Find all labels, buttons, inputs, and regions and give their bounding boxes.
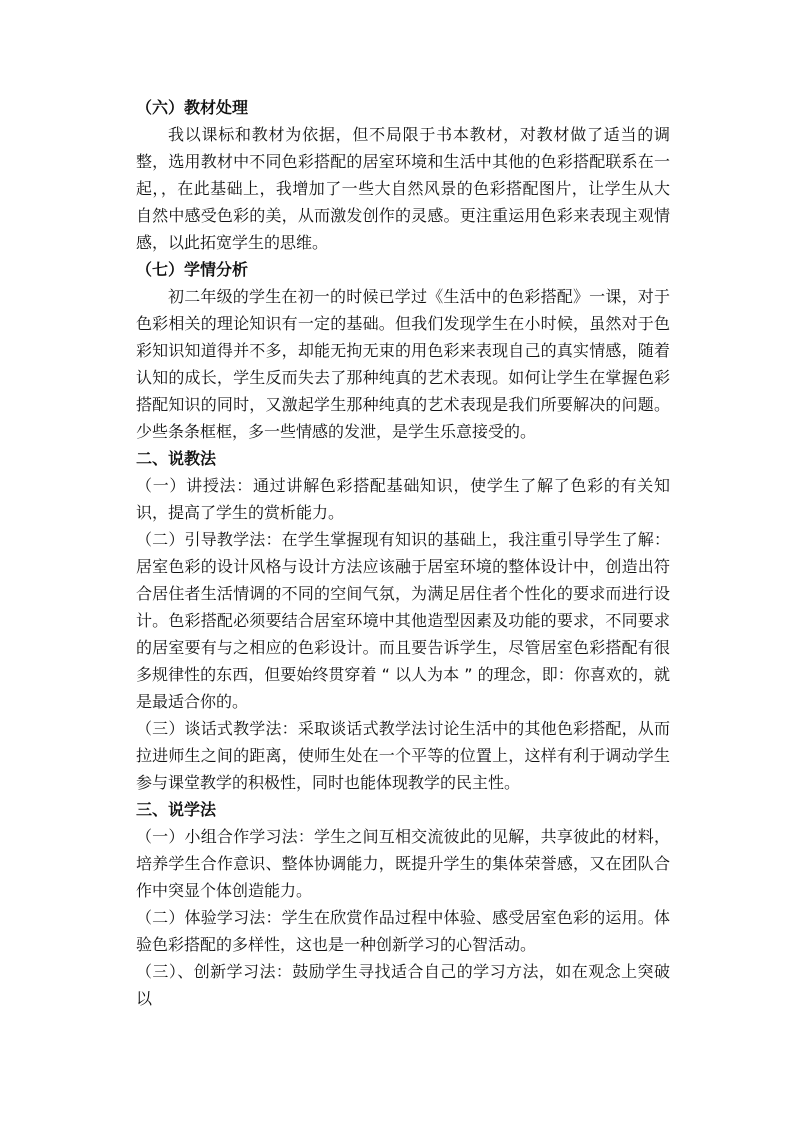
paragraph-experience-learning: （二）体验学习法：学生在欣赏作品过程中体验、感受居室色彩的运用。体验色彩搭配的多样性，这也是一种创新学习的心智活动。 [136,908,670,954]
paragraph-innovative-learning: （三）、创新学习法：鼓励学生寻找适合自己的学习方法，如在观念上突破以 [136,962,670,1008]
paragraph-dialogue-method: （三）谈话式教学法：采取谈话式教学法讨论生活中的其他色彩搭配，从而拉进师生之间的距离，使师生处在一个平等的位置上，这样有利于调动学生参与课堂教学的积极性，同时也能体现教学的民主性。 [136,719,670,792]
section-title-teaching-material: （六）教材处理 [136,98,249,117]
paragraph-student-analysis: 初二年级的学生在初一的时候已学过《生活中的色彩搭配》一课，对于色彩相关的理论知识有一定的基础。但我们发现学生在小时候，虽然对于色彩知识知道得并不多，却能无拘无束的用色彩来表现自己的真实情感，随着认知的成长，学生反而失去了那种纯真的艺术表现。如何让学生在掌握色彩搭配知识的同时，又激起学生那种纯真的艺术表现是我们所要解决的问题。少些条条框框，多一些情感的发泄，是学生乐意接受的。 [136,287,670,441]
paragraph-guided-method: （二）引导教学法：在学生掌握现有知识的基础上，我注重引导学生了解：居室色彩的设计风格与设计方法应该融于居室环境的整体设计中，创造出符合居住者生活情调的不同的空间气氛，为满足居住者个性化的要求而进行设计。色彩搭配必须要结合居室环境中其他造型因素及功能的要求，不同要求的居室要有与之相应的色彩设计。而且要告诉学生，尽管居室色彩搭配有很多规律性的东西，但要始终贯穿着 “ 以人为本 ” 的理念，即：你喜欢的，就是最适合你的。 [136,530,670,711]
section-title-student-analysis: （七）学情分析 [136,260,249,279]
document-page [136,94,670,1012]
section-title-learning-methods: 三、说学法 [136,800,217,819]
paragraph-teaching-material: 我以课标和教材为依据，但不局限于书本教材，对教材做了适当的调整，选用教材中不同色彩搭配的居室环境和生活中其他的色彩搭配联系在一起，，在此基础上，我增加了一些大自然风景的色彩搭配图片，让学生从大自然中感受色彩的美，从而激发创作的灵感。更注重运用色彩来表现主观情感，以此拓宽学生的思维。 [136,125,670,252]
paragraph-lecture-method: （一）讲授法：通过讲解色彩搭配基础知识，使学生了解了色彩的有关知识，提高了学生的赏析能力。 [136,476,670,522]
paragraph-group-learning: （一）小组合作学习法：学生之间互相交流彼此的见解，共享彼此的材料，培养学生合作意识、整体协调能力，既提升学生的集体荣誉感，又在团队合作中突显个体创造能力。 [136,827,670,900]
section-title-teaching-methods: 二、说教法 [136,449,217,468]
